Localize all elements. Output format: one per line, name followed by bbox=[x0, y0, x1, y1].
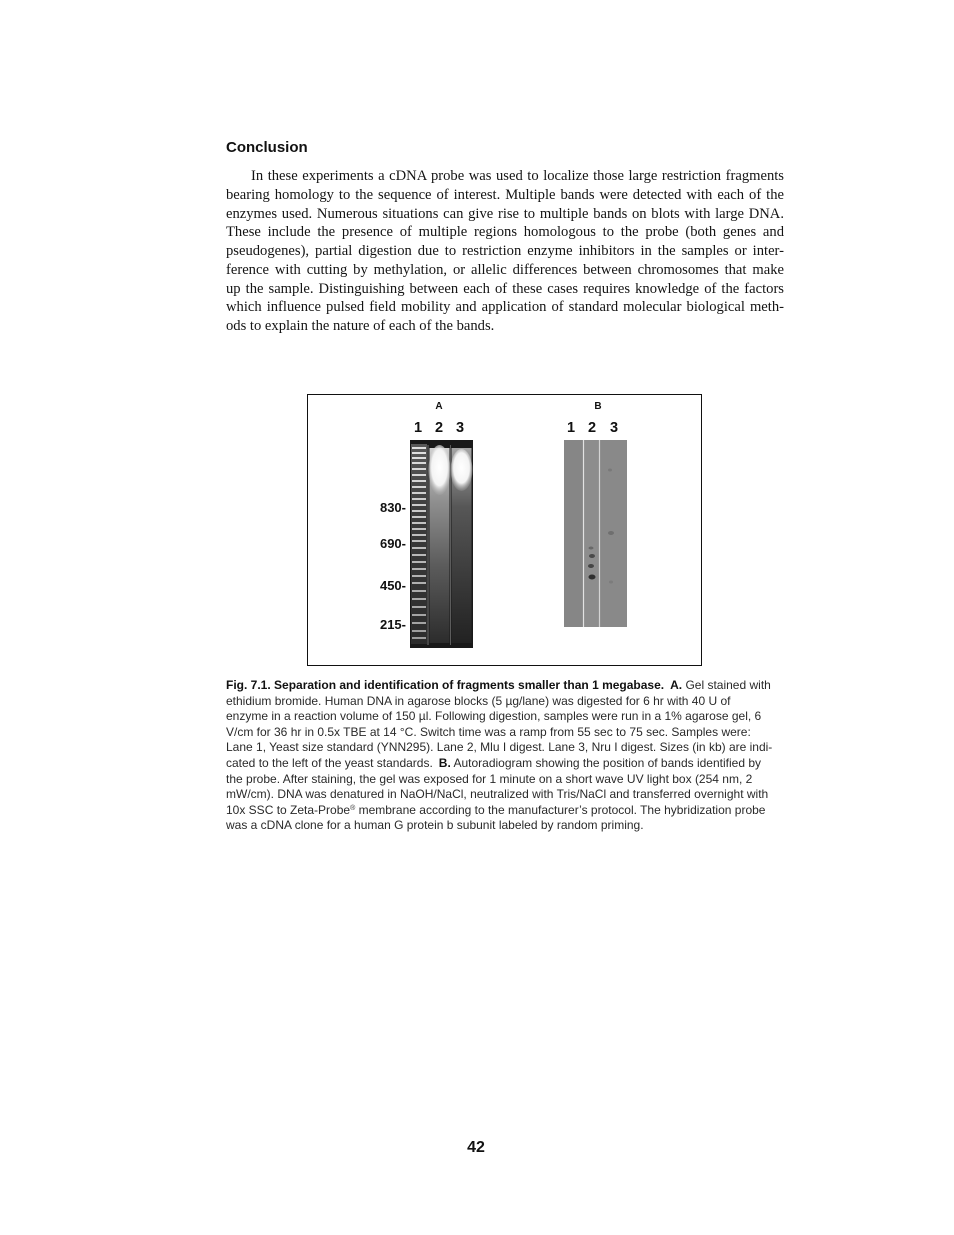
caption-line: Lane 1, Yeast size standard (YNN295). Lane 2, Mlu I digest. Lane 3, Nru I digest. Sizes (in kb) are indi- bbox=[226, 740, 773, 755]
lane-2 bbox=[584, 440, 599, 627]
conclusion-paragraph bbox=[226, 167, 784, 336]
hybridization-band bbox=[589, 575, 596, 580]
panel-a-lane-number: 1 bbox=[413, 420, 423, 436]
ladder-band bbox=[412, 534, 426, 536]
panel-b-lane-number: 2 bbox=[587, 420, 597, 436]
ladder-band bbox=[412, 447, 426, 449]
ladder-band bbox=[412, 480, 426, 482]
ladder-band bbox=[412, 492, 426, 494]
panel-a-label: A bbox=[435, 401, 443, 412]
paragraph-line: which influence pulsed field mobility and application of standard molecular biological meth- bbox=[226, 299, 784, 316]
paragraph-line: enzymes used. Numerous situations can give rise to multiple bands on blots with large DNA. bbox=[226, 205, 784, 222]
ladder-band bbox=[412, 516, 426, 518]
paragraph-line: These include the presence of multiple regions homologous to the probe (both genes and bbox=[226, 224, 784, 241]
paragraph-line: In these experiments a cDNA probe was used to localize those large restriction fragments bbox=[251, 168, 784, 184]
autoradiogram-panel-b bbox=[564, 440, 627, 627]
figure-7-1 bbox=[307, 394, 702, 666]
ladder-band bbox=[412, 582, 426, 584]
ladder-band bbox=[412, 474, 426, 476]
caption-text: membrane according to the manufacturer’s protocol. The hybridization probe bbox=[358, 802, 766, 817]
ladder-band bbox=[412, 622, 426, 624]
ladder-band bbox=[412, 498, 426, 500]
lane-2-well-band bbox=[429, 445, 451, 495]
ladder-band bbox=[412, 630, 426, 632]
caption-text: Gel stained with bbox=[685, 678, 771, 692]
paragraph-line: bearing homology to the sequence of interest. Multiple bands were detected with each of the bbox=[226, 186, 784, 203]
paragraph-line: pseudogenes), partial digestion due to restriction enzyme inhibitors in the samples or inter- bbox=[226, 243, 784, 259]
ladder-band bbox=[412, 590, 426, 592]
gel-image-panel-a bbox=[410, 440, 473, 648]
hybridization-band bbox=[588, 564, 594, 568]
hybridization-band bbox=[609, 581, 613, 584]
paragraph-line: ference with cutting by methylation, or allelic differences between chromosomes that make bbox=[226, 261, 784, 278]
ladder-band bbox=[412, 598, 426, 600]
panel-b-label: B bbox=[594, 401, 602, 412]
panel-a-lane-number: 3 bbox=[455, 420, 465, 436]
ladder-band bbox=[412, 568, 426, 570]
caption-line: enzyme in a reaction volume of 150 µl. Following digestion, samples were run in a 1% agarose gel, 6 bbox=[226, 709, 762, 724]
panel-a-marker: A. bbox=[670, 678, 683, 692]
ladder-band bbox=[412, 606, 426, 608]
ladder-band bbox=[412, 614, 426, 616]
hybridization-band bbox=[589, 554, 595, 558]
ladder-band bbox=[412, 510, 426, 512]
caption-line bbox=[226, 756, 786, 772]
ladder-band bbox=[412, 540, 426, 542]
paragraph-line: up the sample. Distinguishing between each of these cases requires knowledge of the factors bbox=[226, 280, 784, 297]
figure-caption bbox=[226, 678, 786, 834]
hybridization-band bbox=[608, 469, 612, 472]
caption-line: V/cm for 36 hr in 0.5x TBE at 14 °C. Switch time was a ramp from 55 sec to 75 sec. Samples were: bbox=[226, 724, 751, 739]
ladder-band bbox=[412, 522, 426, 524]
ladder-band bbox=[412, 528, 426, 530]
caption-line bbox=[226, 678, 786, 694]
panel-a-lane-number: 2 bbox=[434, 420, 444, 436]
ladder-band bbox=[412, 561, 426, 563]
hybridization-band bbox=[608, 531, 614, 535]
ladder-band bbox=[412, 457, 426, 459]
ladder-band bbox=[412, 547, 426, 549]
caption-text: cated to the left of the yeast standards. bbox=[226, 755, 433, 770]
hybridization-band bbox=[589, 547, 594, 550]
paragraph-line: ods to explain the nature of each of the bands. bbox=[226, 318, 495, 334]
panel-b-lane-number: 1 bbox=[566, 420, 576, 436]
ladder-band bbox=[412, 486, 426, 488]
caption-title: Fig. 7.1. Separation and identification of fragments smaller than 1 megabase. bbox=[226, 678, 665, 692]
ladder-band bbox=[412, 554, 426, 556]
lane-1 bbox=[564, 440, 583, 627]
caption-line: ethidium bromide. Human DNA in agarose blocks (5 µg/lane) was digested for 6 hr with 40 U of bbox=[226, 693, 731, 708]
lane-3-well-band bbox=[451, 449, 473, 491]
caption-text: Autoradiogram showing the position of bands identified by bbox=[453, 755, 761, 770]
ladder-band bbox=[412, 462, 426, 464]
page-number: 42 bbox=[467, 1139, 485, 1156]
ladder-band bbox=[412, 468, 426, 470]
ladder-band bbox=[412, 452, 426, 454]
size-marker-label: 215- bbox=[379, 617, 406, 632]
size-marker-label: 830- bbox=[379, 500, 406, 515]
ladder-band bbox=[412, 575, 426, 577]
panel-b-marker: B. bbox=[438, 755, 451, 770]
registered-mark: ® bbox=[350, 804, 356, 812]
caption-text: 10x SSC to Zeta-Probe bbox=[226, 802, 351, 817]
ladder-band bbox=[412, 637, 426, 639]
caption-line bbox=[226, 803, 786, 819]
caption-line: was a cDNA clone for a human G protein b subunit labeled by random priming. bbox=[226, 818, 644, 833]
ladder-band bbox=[412, 504, 426, 506]
size-marker-label: 690- bbox=[379, 536, 406, 551]
panel-b-lane-number: 3 bbox=[609, 420, 619, 436]
size-marker-label: 450- bbox=[379, 578, 406, 593]
caption-line: the probe. After staining, the gel was exposed for 1 minute on a short wave UV light box (254 nm, 2 bbox=[226, 771, 753, 786]
caption-line: mW/cm). DNA was denatured in NaOH/NaCl, neutralized with Tris/NaCl and transferred overnight with bbox=[226, 787, 769, 802]
section-heading: Conclusion bbox=[226, 139, 308, 156]
